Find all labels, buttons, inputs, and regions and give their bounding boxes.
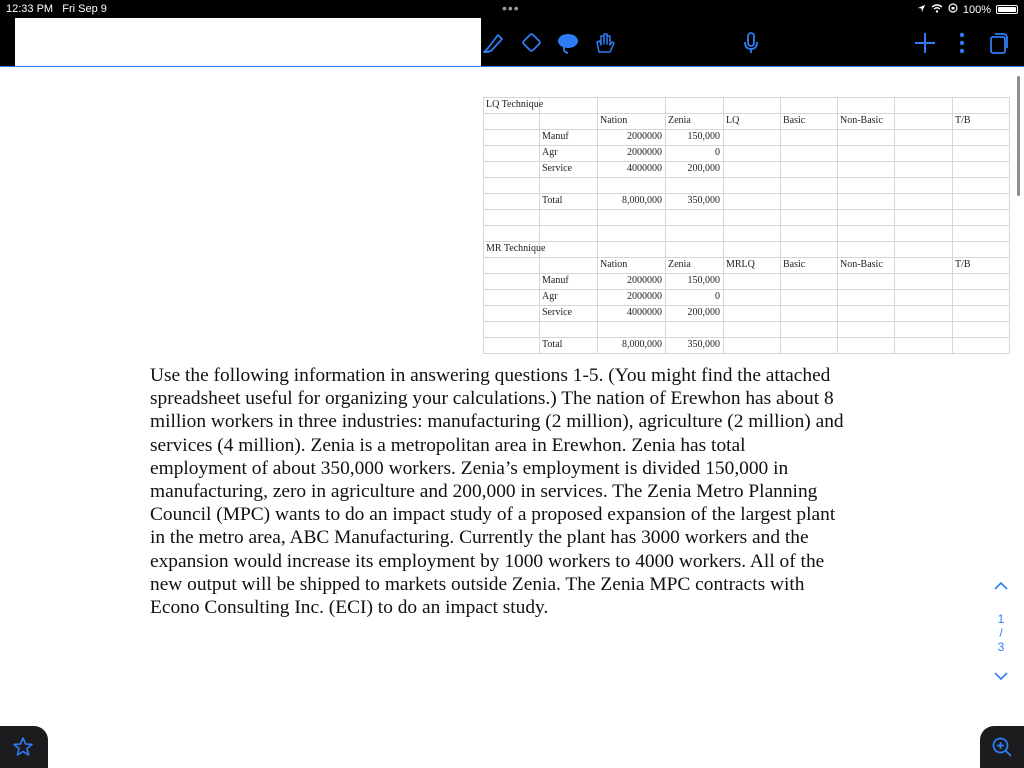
page-total: 3: [997, 640, 1005, 654]
lq-row-label: Service: [542, 163, 572, 174]
wifi-icon: [931, 4, 943, 16]
spreadsheet-image: [483, 97, 1010, 353]
lq-header-zenia: Zenia: [668, 115, 691, 126]
battery-icon: [996, 5, 1018, 14]
mr-total-zenia: 350,000: [687, 339, 720, 350]
favorite-button[interactable]: [0, 726, 48, 768]
eraser-icon[interactable]: [519, 30, 545, 56]
mr-row-nation: 2000000: [627, 291, 662, 302]
multitask-dots[interactable]: •••: [502, 0, 520, 16]
mr-header-nation: Nation: [600, 259, 628, 270]
lasso-icon[interactable]: [555, 30, 581, 56]
chevron-up-icon[interactable]: [988, 580, 1014, 594]
mr-total-nation: 8,000,000: [622, 339, 662, 350]
lq-row-label: Agr: [542, 147, 558, 158]
location-icon: [917, 4, 926, 16]
status-bar: [0, 0, 1024, 18]
plus-icon[interactable]: [912, 30, 938, 56]
more-icon[interactable]: [949, 30, 975, 56]
lq-header-tb: T/B: [955, 115, 971, 126]
mr-row-label: Manuf: [542, 275, 569, 286]
mr-row-nation: 2000000: [627, 275, 662, 286]
pages-icon[interactable]: [985, 30, 1011, 56]
paragraph-line: in the metro area, ABC Manufacturing. Currently the plant has 3000 workers and the: [150, 527, 809, 549]
page-navigator: [988, 580, 1014, 684]
lq-row-zenia: 200,000: [687, 163, 720, 174]
zoom-in-icon: [990, 735, 1014, 759]
chevron-down-icon[interactable]: [988, 670, 1014, 684]
lq-total-nation: 8,000,000: [622, 195, 662, 206]
status-indicators: [917, 3, 1018, 16]
paragraph-line: expansion would increase its employment by 1000 workers to 4000 workers. All of the: [150, 550, 825, 572]
mr-header-basic: Basic: [783, 259, 806, 270]
lq-row-nation: 2000000: [627, 147, 662, 158]
mr-header-mrlq: MRLQ: [726, 259, 755, 270]
mr-row-label: Service: [542, 307, 572, 318]
mr-row-zenia: 200,000: [687, 307, 720, 318]
lq-row-nation: 4000000: [627, 163, 662, 174]
mr-row-label: Agr: [542, 291, 558, 302]
orientation-lock-icon: [948, 3, 958, 16]
paragraph-line: manufacturing, zero in agriculture and 200,000 in services. The Zenia Metro Planning: [150, 481, 818, 503]
mr-total-label: Total: [542, 339, 563, 350]
paragraph-line: Econo Consulting Inc. (ECI) to do an impact study.: [150, 597, 549, 619]
lq-header-lq: LQ: [726, 115, 740, 126]
lq-header-basic: Basic: [783, 115, 806, 126]
mr-header-tb: T/B: [955, 259, 971, 270]
mr-header-nonbasic: Non-Basic: [840, 259, 883, 270]
page-separator: /: [999, 626, 1003, 640]
mr-row-zenia: 0: [715, 291, 720, 302]
paragraph-line: employment of about 350,000 workers. Zenia’s employment is divided 150,000 in: [150, 457, 789, 479]
lq-row-nation: 2000000: [627, 131, 662, 142]
paragraph-line: million workers in three industries: manufacturing (2 million), agriculture (2 million) and: [150, 411, 844, 433]
lq-title: LQ Technique: [486, 99, 544, 110]
paragraph-line: new output will be shipped to markets outside Zenia. The Zenia MPC contracts with: [150, 573, 805, 595]
status-time: 12:33 PM Fri Sep 9: [6, 3, 107, 15]
paragraph-line: Council (MPC) wants to do an impact study of a proposed expansion of the largest plant: [150, 504, 836, 526]
page-current: 1: [997, 612, 1005, 626]
mr-row-zenia: 150,000: [687, 275, 720, 286]
mr-row-nation: 4000000: [627, 307, 662, 318]
lq-header-nation: Nation: [600, 115, 628, 126]
question-paragraph: [150, 364, 890, 619]
highlighter-icon[interactable]: [480, 30, 506, 56]
lq-row-zenia: 0: [715, 147, 720, 158]
lq-header-nonbasic: Non-Basic: [840, 115, 883, 126]
zoom-button[interactable]: [980, 726, 1024, 768]
microphone-icon[interactable]: [738, 30, 764, 56]
paragraph-line: services (4 million). Zenia is a metropolitan area in Erewhon. Zenia has total: [150, 434, 746, 456]
mr-header-zenia: Zenia: [668, 259, 691, 270]
battery-percent: 100%: [962, 3, 991, 16]
mr-title: MR Technique: [486, 243, 546, 254]
hand-draw-icon[interactable]: [592, 30, 618, 56]
lq-total-zenia: 350,000: [687, 195, 720, 206]
paragraph-line: Use the following information in answering questions 1-5. (You might find the attached: [150, 365, 831, 386]
scrollbar[interactable]: [1017, 76, 1020, 196]
lq-row-zenia: 150,000: [687, 131, 720, 142]
lq-row-label: Manuf: [542, 131, 569, 142]
paragraph-line: spreadsheet useful for organizing your calculations.) The nation of Erewhon has about 8: [150, 388, 834, 410]
lq-total-label: Total: [542, 195, 563, 206]
star-icon: [11, 735, 35, 759]
